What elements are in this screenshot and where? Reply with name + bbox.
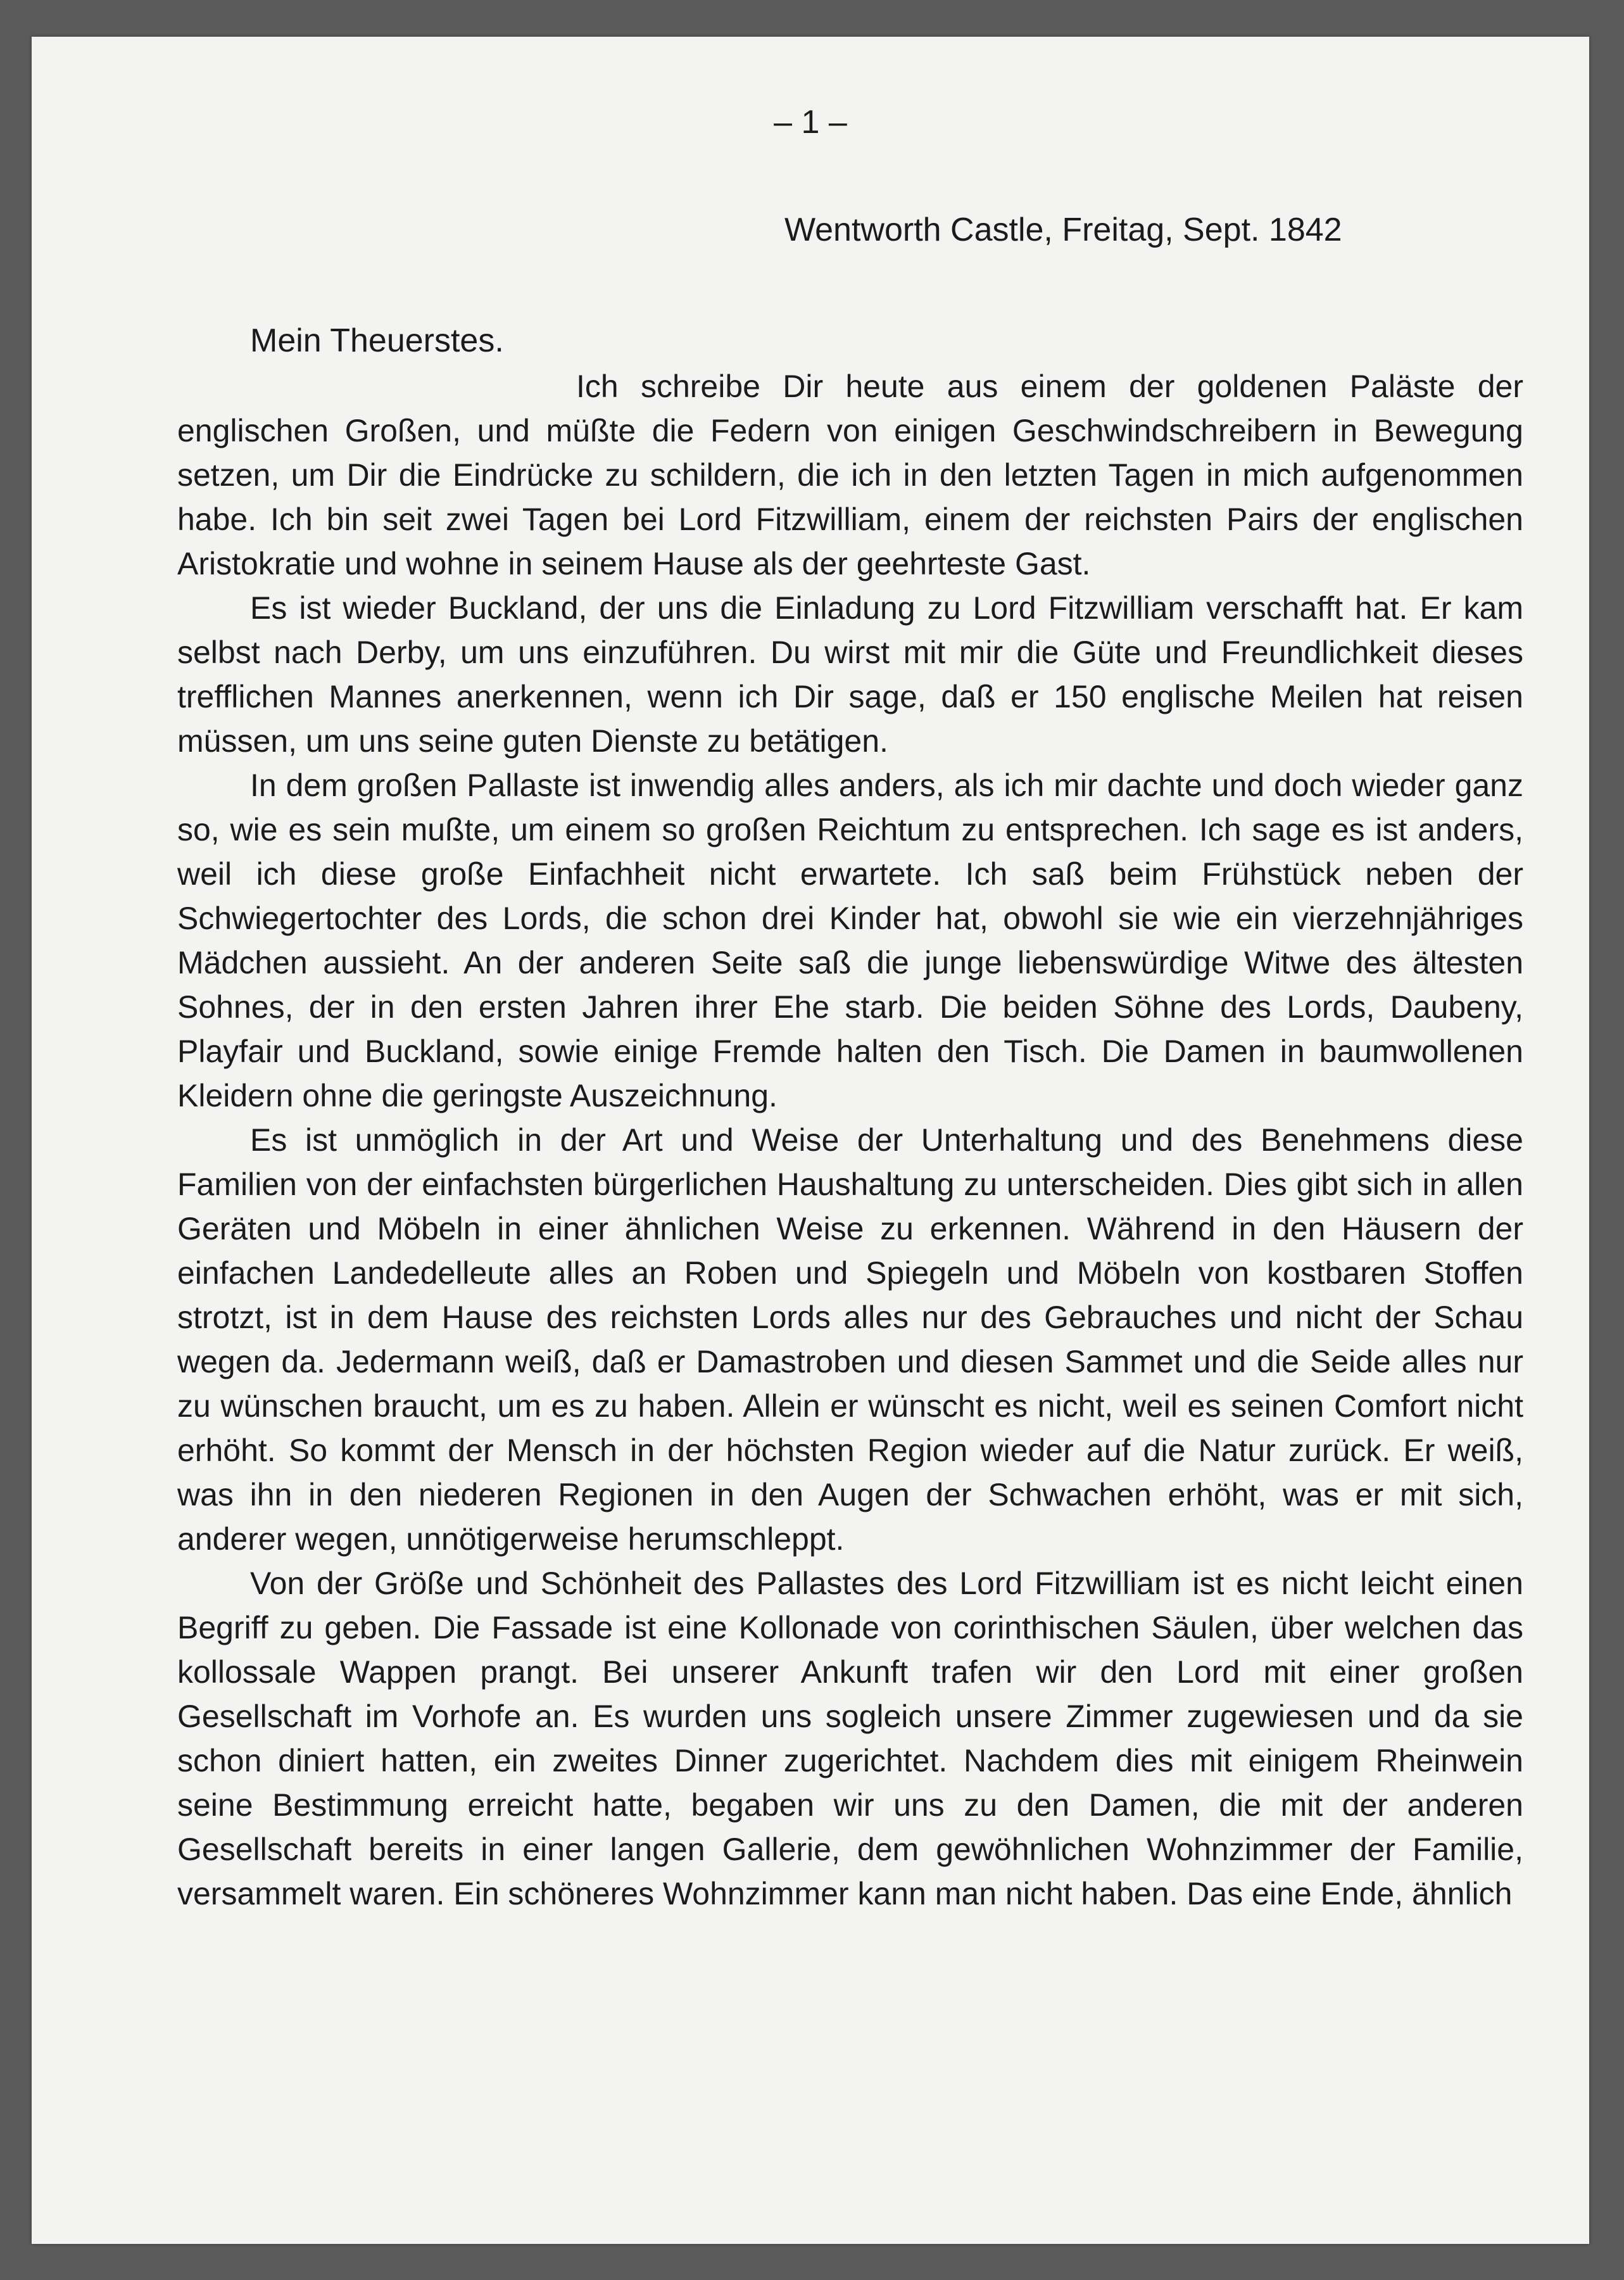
paragraph: In dem großen Pallaste ist inwendig alles anders, als ich mir dachte und doch wieder ganz so, wie es sein mußte, um einem so großen Reichtum zu entsprechen. Ich sage es ist anders, weil ich diese große Einfachheit nicht erwartete. Ich saß beim Frühstück neben der Schwiegertochter des Lords, die schon drei Kinder hat, obwohl sie wie ein vierzehnjähriges Mädchen aussieht. An der anderen Seite saß die junge liebenswürdige Witwe des ältesten Sohnes, der in den ersten Jahren ihrer Ehe starb. Die beiden Söhne des Lords, Daubeny, Playfair und Buckland, sowie einige Fremde halten den Tisch. Die Damen in baumwollenen Kleidern ohne die geringste Auszeichnung. — [177, 768, 1523, 1113]
letter-body — [177, 364, 1523, 1916]
dateline: Wentworth Castle, Freitag, Sept. 1842 — [784, 212, 1342, 248]
salutation: Mein Theuerstes. — [250, 322, 504, 359]
paragraph: Von der Größe und Schönheit des Pallastes des Lord Fitzwilliam ist es nicht leicht einen Begriff zu geben. Die Fassade ist eine Kollonade von corinthischen Säulen, über welchen das kollossale Wappen prangt. Bei unserer Ankunft trafen wir den Lord mit einer großen Gesellschaft im Vorhofe an. Es wurden uns sogleich unsere Zimmer zugewiesen und da sie schon diniert hatten, ein zweites Dinner zugerichtet. Nachdem dies mit einigem Rheinwein seine Bestimmung erreicht hatte, begaben wir uns zu den Damen, die mit der anderen Gesellschaft bereits in einer langen Gallerie, dem gewöhnlichen Wohnzimmer der Familie, versammelt waren. Ein schöneres Wohnzimmer kann man nicht haben. Das eine Ende, ähnlich — [177, 1566, 1523, 1911]
paragraph: Ich schreibe Dir heute aus einem der goldenen Paläste der englischen Großen, und müßte die Federn von einigen Geschwindschreibern in Bewegung setzen, um Dir die Eindrücke zu schildern, die ich in den letzten Tagen in mich aufgenommen habe. Ich bin seit zwei Tagen bei Lord Fitzwilliam, einem der reichsten Pairs der englischen Aristokratie und wohne in seinem Hause als der geehrteste Gast. — [177, 369, 1523, 581]
paragraph: Es ist wieder Buckland, der uns die Einladung zu Lord Fitzwilliam verschafft hat. Er kam selbst nach Derby, um uns einzuführen. Du wirst mit mir die Güte und Freundlichkeit dieses trefflichen Mannes anerkennen, wenn ich Dir sage, daß er 150 englische Meilen hat reisen müssen, um uns seine guten Dienste zu betätigen. — [177, 590, 1523, 759]
document-sheet — [32, 37, 1589, 2244]
page-number: – 1 – — [774, 104, 847, 141]
paragraph: Es ist unmöglich in der Art und Weise der Unterhaltung und des Benehmens diese Familien von der einfachsten bürgerlichen Haushaltung zu unterscheiden. Dies gibt sich in allen Geräten und Möbeln in einer ähnlichen Weise zu erkennen. Während in den Häusern der einfachen Landedelleute alles an Roben und Spiegeln und Möbeln von kostbaren Stoffen strotzt, ist in dem Hause des reichsten Lords alles nur des Gebrauches und nicht der Schau wegen da. Jedermann weiß, daß er Damastroben und diesen Sammet und die Seide alles nur zu wünschen braucht, um es zu haben. Allein er wünscht es nicht, weil es seinen Comfort nicht erhöht. So kommt der Mensch in der höchsten Region wieder auf die Natur zurück. Er weiß, was ihn in den niederen Regionen in den Augen der Schwachen erhöht, was er mit sich, anderer wegen, unnötigerweise herumschleppt. — [177, 1122, 1523, 1557]
